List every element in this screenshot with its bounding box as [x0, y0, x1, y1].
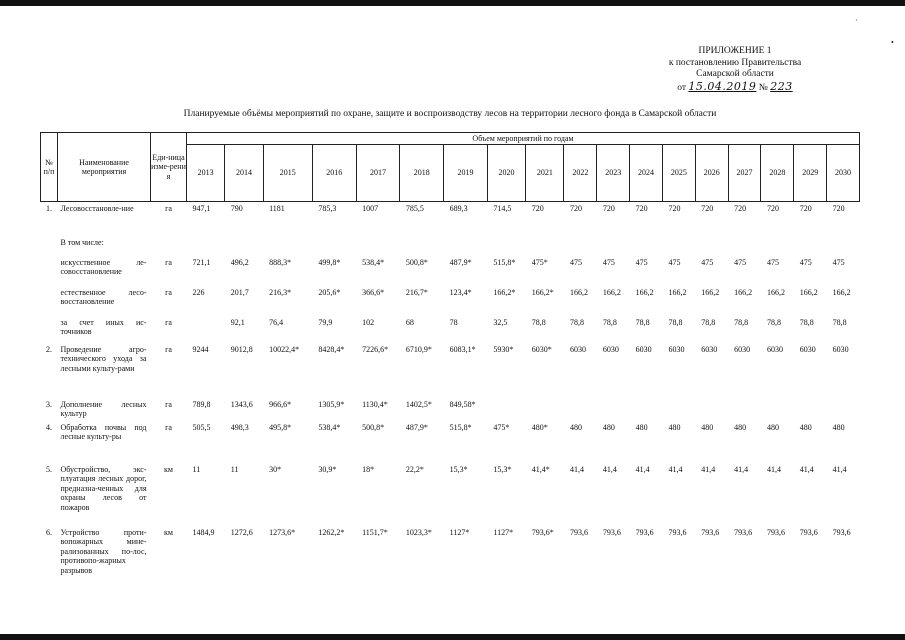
- row-value: 123,4*: [449, 287, 472, 297]
- row-number: [41, 236, 58, 256]
- row-value: 475: [569, 257, 582, 267]
- row-value: 6030*: [531, 344, 552, 354]
- row-value: 475: [832, 257, 845, 267]
- row-value: 1127*: [449, 527, 470, 537]
- row-value: 793,6: [766, 527, 785, 537]
- row-value: 11: [192, 464, 201, 474]
- row-value: 1151,7*: [362, 527, 388, 537]
- header-year: 2029: [794, 145, 827, 202]
- row-value: 495,8*: [269, 422, 292, 432]
- table-row: [41, 316, 860, 343]
- row-value: [526, 398, 564, 421]
- header-year: 2018: [400, 145, 444, 202]
- row-value: 475: [766, 257, 779, 267]
- row-value: [564, 398, 597, 421]
- row-unit: га: [165, 422, 172, 432]
- row-value: [597, 398, 630, 421]
- row-value: 201,7: [230, 287, 249, 297]
- row-value: 102: [362, 317, 375, 327]
- scan-top-edge: [0, 0, 905, 6]
- row-unit: км: [164, 527, 173, 537]
- row-value: 8428,4*: [318, 344, 345, 354]
- row-value: 22,2*: [405, 464, 424, 474]
- header-years-group: Объем мероприятий по годам: [187, 133, 860, 145]
- header-year: 2013: [187, 145, 225, 202]
- number-label: №: [758, 82, 768, 93]
- row-value: 720: [734, 204, 747, 213]
- scan-speck: ·: [855, 16, 858, 25]
- row-value: 793,6: [734, 527, 753, 537]
- row-value: 480: [832, 422, 845, 432]
- appendix-date-line: [600, 81, 870, 95]
- row-value: 205,6*: [318, 287, 341, 297]
- row-measure-name: Дополнение лесных культур: [60, 399, 147, 418]
- row-value: 487,9*: [449, 257, 472, 267]
- row-value: 41,4*: [531, 464, 550, 474]
- row-value: [487, 398, 525, 421]
- row-number: 5.: [46, 464, 52, 474]
- row-value: 793,6: [832, 527, 851, 537]
- row-value: 78,8: [766, 317, 781, 327]
- row-value: 78,8: [635, 317, 650, 327]
- row-value: 487,9*: [405, 422, 428, 432]
- row-value: 78,8: [602, 317, 617, 327]
- row-value: 720: [799, 204, 812, 213]
- header-year: 2028: [761, 145, 794, 202]
- table-row: [41, 343, 860, 398]
- table-row: [41, 256, 860, 286]
- row-value: 689,3: [449, 204, 468, 213]
- row-value: [312, 236, 356, 256]
- row-number: 3.: [46, 399, 52, 409]
- row-number: 6.: [46, 527, 52, 537]
- header-year: 2030: [827, 145, 860, 202]
- row-value: 499,8*: [318, 257, 341, 267]
- table-row: [41, 202, 860, 236]
- row-value: 11: [230, 464, 239, 474]
- row-value: 1023,3*: [405, 527, 432, 537]
- row-value: 366,6*: [362, 287, 385, 297]
- row-value: 166,2*: [493, 287, 516, 297]
- header-year: 2024: [630, 145, 663, 202]
- row-value: 6030: [766, 344, 783, 354]
- row-value: 1273,6*: [269, 527, 296, 537]
- row-value: 1305,9*: [318, 399, 345, 409]
- row-unit: га: [165, 317, 172, 327]
- row-value: 793,6: [635, 527, 654, 537]
- row-value: 480: [635, 422, 648, 432]
- row-value: 1007: [362, 204, 379, 213]
- document-title: Планируемые объёмы мероприятий по охране, защите и воспроизводству лесов на территории лесного фонда в Самарской области: [183, 109, 717, 119]
- header-year: 2026: [695, 145, 728, 202]
- row-value: [187, 316, 225, 343]
- row-value: 480: [799, 422, 812, 432]
- row-value: 475: [668, 257, 681, 267]
- row-measure-name: за счет иных ис-точников: [60, 317, 147, 336]
- row-value: 500,8*: [405, 257, 428, 267]
- row-value: 79,9: [318, 317, 333, 327]
- row-value: 496,2: [230, 257, 249, 267]
- row-value: 475: [799, 257, 812, 267]
- row-value: [827, 398, 860, 421]
- row-number: 2.: [46, 344, 52, 354]
- row-value: 6030: [569, 344, 586, 354]
- table-row: [41, 421, 860, 463]
- row-value: 15,3*: [493, 464, 512, 474]
- row-value: 41,4: [602, 464, 617, 474]
- row-value: 41,4: [766, 464, 781, 474]
- appendix-title: ПРИЛОЖЕНИЕ 1: [698, 46, 772, 56]
- row-value: 475: [602, 257, 615, 267]
- row-value: 41,4: [799, 464, 814, 474]
- row-value: 785,5: [405, 204, 424, 213]
- row-unit: [151, 236, 187, 256]
- row-value: [444, 236, 488, 256]
- row-value: [400, 236, 444, 256]
- row-value: 475*: [531, 257, 548, 267]
- row-value: 166,2: [832, 287, 851, 297]
- row-value: [263, 236, 312, 256]
- row-measure-name: Устройство проти-вопожарных мине-рализованных по-лос, противопо-жарных разрывов: [60, 527, 147, 575]
- header-year: 2016: [312, 145, 356, 202]
- row-value: 226: [192, 287, 205, 297]
- row-value: 78,8: [569, 317, 584, 327]
- row-value: 6030: [701, 344, 718, 354]
- row-value: 78,8: [799, 317, 814, 327]
- row-unit: га: [165, 204, 172, 213]
- row-value: 793,6: [701, 527, 720, 537]
- row-value: 166,2: [734, 287, 753, 297]
- row-value: 41,4: [668, 464, 683, 474]
- row-value: 505,5: [192, 422, 211, 432]
- row-value: [356, 236, 400, 256]
- header-year: 2019: [444, 145, 488, 202]
- row-value: 720: [701, 204, 714, 213]
- row-value: [662, 398, 695, 421]
- row-value: 216,3*: [269, 287, 292, 297]
- row-value: 721,1: [192, 257, 211, 267]
- table-row: [41, 286, 860, 316]
- row-value: 793,6: [602, 527, 621, 537]
- row-value: [187, 236, 225, 256]
- row-value: 1402,5*: [405, 399, 432, 409]
- row-value: 720: [569, 204, 582, 213]
- row-value: 793,6: [668, 527, 687, 537]
- row-value: 1484,9: [192, 527, 215, 537]
- row-value: 475*: [493, 422, 510, 432]
- row-value: 793,6: [799, 527, 818, 537]
- row-value: 888,3*: [269, 257, 292, 267]
- row-value: [827, 236, 860, 256]
- row-value: 76,4: [269, 317, 284, 327]
- header-year: 2014: [225, 145, 263, 202]
- row-value: 166,2: [668, 287, 687, 297]
- row-value: 78,8: [531, 317, 546, 327]
- row-value: 793,6*: [531, 527, 554, 537]
- row-value: [761, 236, 794, 256]
- row-value: 166,2: [799, 287, 818, 297]
- row-number: [41, 316, 58, 343]
- row-value: 1130,4*: [362, 399, 388, 409]
- row-value: 538,4*: [362, 257, 385, 267]
- row-number: [41, 256, 58, 286]
- header-year: 2017: [356, 145, 400, 202]
- row-value: 41,4: [701, 464, 716, 474]
- row-value: 475: [635, 257, 648, 267]
- row-value: 720: [832, 204, 845, 213]
- row-value: 6030: [635, 344, 652, 354]
- header-year: 2021: [526, 145, 564, 202]
- row-value: 41,4: [635, 464, 650, 474]
- row-value: 216,7*: [405, 287, 428, 297]
- row-value: 18*: [362, 464, 375, 474]
- row-value: 30*: [269, 464, 282, 474]
- table-row: [41, 526, 860, 588]
- table-body: [41, 202, 860, 588]
- row-value: 480*: [531, 422, 548, 432]
- header-year: 2015: [263, 145, 312, 202]
- header-num: № п/п: [41, 133, 58, 202]
- header-year: 2023: [597, 145, 630, 202]
- row-measure-name: Лесовосстановле-ние: [60, 204, 134, 213]
- row-value: 41,4: [569, 464, 584, 474]
- row-number: 1.: [46, 204, 52, 213]
- scan-bottom-edge: [0, 634, 905, 640]
- row-value: 480: [569, 422, 582, 432]
- row-value: 790: [230, 204, 243, 213]
- appendix-resolution: к постановлению Правительства: [668, 57, 802, 68]
- row-value: [794, 236, 827, 256]
- row-value: 720: [635, 204, 648, 213]
- row-value: 32,5: [493, 317, 508, 327]
- handwritten-date: 15.04.2019: [688, 79, 757, 93]
- row-value: 480: [701, 422, 714, 432]
- row-value: 6030: [668, 344, 685, 354]
- row-value: 9244: [192, 344, 209, 354]
- scan-speck: •: [891, 38, 894, 47]
- header-year: 2020: [487, 145, 525, 202]
- row-value: 166,2: [766, 287, 785, 297]
- header-unit: Еди-ница изме-рения: [151, 133, 187, 202]
- row-value: 720: [531, 204, 544, 213]
- row-value: 166,2: [635, 287, 654, 297]
- row-unit: га: [165, 344, 172, 354]
- row-value: 720: [766, 204, 779, 213]
- row-value: 515,8*: [493, 257, 516, 267]
- row-unit: км: [164, 464, 173, 474]
- row-value: 92,1: [230, 317, 245, 327]
- row-value: 966,6*: [269, 399, 292, 409]
- from-label: от: [677, 82, 687, 93]
- row-value: [526, 236, 564, 256]
- row-value: 785,3: [318, 204, 337, 213]
- row-value: 538,4*: [318, 422, 341, 432]
- row-value: 9012,8: [230, 344, 253, 354]
- row-value: [662, 236, 695, 256]
- row-value: 498,3: [230, 422, 249, 432]
- row-measure-name: естественное лесо-восстановление: [60, 287, 147, 306]
- header-year: 2022: [564, 145, 597, 202]
- row-value: 10022,4*: [269, 344, 300, 354]
- appendix-region: Самарской области: [696, 69, 774, 79]
- row-measure-name: В том числе:: [60, 237, 104, 247]
- row-value: 78,8: [832, 317, 847, 327]
- row-value: 6030: [602, 344, 619, 354]
- row-measure-name: Обустройство, экс-плуатация лесных дорог, предназна-ченных для охраны лесов от пожаров: [60, 464, 147, 512]
- row-value: 849,58*: [449, 399, 476, 409]
- row-value: 1181: [269, 204, 285, 213]
- row-value: [794, 398, 827, 421]
- row-value: 1127*: [493, 527, 514, 537]
- row-value: 41,4: [734, 464, 749, 474]
- row-unit: га: [165, 287, 172, 297]
- row-value: 475: [701, 257, 714, 267]
- row-value: 166,2: [569, 287, 588, 297]
- row-value: 793,6: [569, 527, 588, 537]
- row-value: 480: [734, 422, 747, 432]
- row-value: 15,3*: [449, 464, 468, 474]
- row-value: 7226,6*: [362, 344, 389, 354]
- row-value: [597, 236, 630, 256]
- row-value: 475: [734, 257, 747, 267]
- row-value: 947,1: [192, 204, 211, 213]
- row-value: [728, 398, 761, 421]
- row-value: 1262,2*: [318, 527, 345, 537]
- row-value: 6030: [734, 344, 751, 354]
- row-value: [487, 236, 525, 256]
- row-value: 714,5: [493, 204, 512, 213]
- header-year: 2025: [662, 145, 695, 202]
- row-number: [41, 286, 58, 316]
- row-value: [695, 398, 728, 421]
- row-value: 480: [602, 422, 615, 432]
- row-value: 480: [766, 422, 779, 432]
- row-value: 789,8: [192, 399, 211, 409]
- row-value: 166,2: [701, 287, 720, 297]
- row-value: [630, 236, 663, 256]
- row-value: 5930*: [493, 344, 514, 354]
- row-measure-name: искусственное ле-совосстановление: [60, 257, 147, 276]
- table-row: [41, 463, 860, 526]
- row-number: 4.: [46, 422, 52, 432]
- row-value: 78: [449, 317, 458, 327]
- row-value: 6030: [832, 344, 849, 354]
- row-value: [225, 236, 263, 256]
- row-measure-name: Проведение агро-технического ухода за лесными культу-рами: [60, 344, 147, 373]
- row-value: 500,8*: [362, 422, 385, 432]
- header-name: Наименование мероприятия: [58, 133, 151, 202]
- row-value: 6030: [799, 344, 816, 354]
- row-value: 68: [405, 317, 414, 327]
- row-value: 720: [602, 204, 615, 213]
- row-measure-name: Обработка почвы под лесные культу-ры: [60, 422, 147, 441]
- row-value: 78,8: [734, 317, 749, 327]
- row-value: 480: [668, 422, 681, 432]
- row-value: 515,8*: [449, 422, 472, 432]
- appendix-block: [600, 46, 870, 94]
- row-value: 166,2: [602, 287, 621, 297]
- table-row: [41, 398, 860, 421]
- row-value: 1343,6: [230, 399, 253, 409]
- row-value: [695, 236, 728, 256]
- forest-measures-table: [40, 132, 860, 588]
- row-value: [630, 398, 663, 421]
- row-value: 1272,6: [230, 527, 253, 537]
- handwritten-number: 223: [770, 79, 793, 93]
- row-value: 41,4: [832, 464, 847, 474]
- row-unit: га: [165, 399, 172, 409]
- row-value: 30,9*: [318, 464, 337, 474]
- header-year: 2027: [728, 145, 761, 202]
- row-unit: га: [165, 257, 172, 267]
- row-value: [761, 398, 794, 421]
- row-value: 6083,1*: [449, 344, 476, 354]
- row-value: 6710,9*: [405, 344, 432, 354]
- table-row: [41, 236, 860, 256]
- row-value: 720: [668, 204, 681, 213]
- row-value: [728, 236, 761, 256]
- row-value: 166,2*: [531, 287, 554, 297]
- row-value: 78,8: [668, 317, 683, 327]
- row-value: 78,8: [701, 317, 716, 327]
- row-value: [564, 236, 597, 256]
